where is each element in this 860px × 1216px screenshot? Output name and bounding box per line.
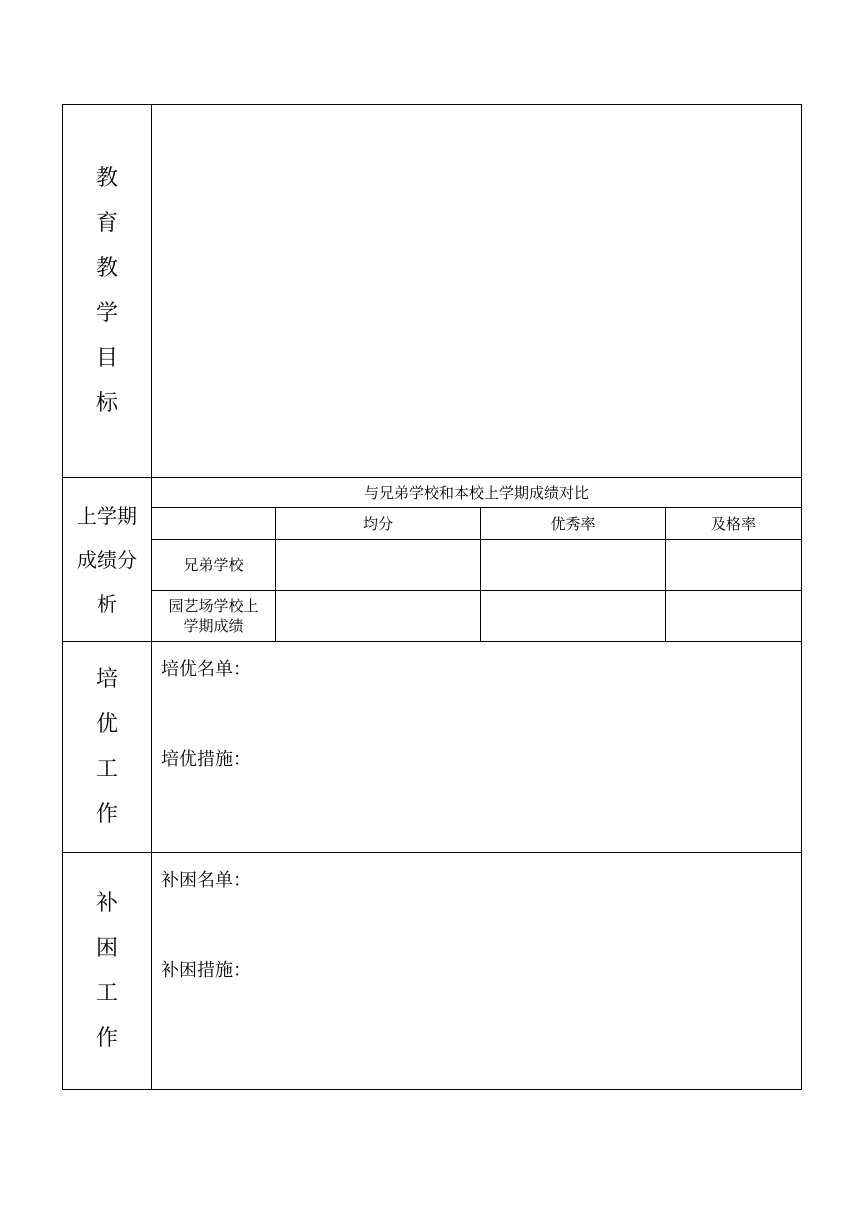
top-students-row xyxy=(63,641,801,852)
help-students-label-cell xyxy=(63,853,152,1089)
top-students-measures-label: 培优措施： xyxy=(161,749,251,770)
goal-label-char: 目 xyxy=(95,346,118,371)
analysis-label-line: 析 xyxy=(97,591,117,616)
goal-label-char: 教 xyxy=(95,256,118,281)
header-cell-empty xyxy=(152,508,275,539)
analysis-row xyxy=(63,477,801,641)
header-cell-excellent-rate: 优秀率 xyxy=(480,508,665,539)
analysis-label-line: 成绩分 xyxy=(77,547,137,572)
top-students-list-label: 培优名单： xyxy=(161,659,251,680)
goal-label-char: 教 xyxy=(95,166,118,191)
row-name-cell: 兄弟学校 xyxy=(152,539,275,590)
help-students-label xyxy=(96,881,118,1061)
help-students-content-cell[interactable] xyxy=(152,853,801,1089)
header-cell-pass-rate: 及格率 xyxy=(665,508,801,539)
goal-label xyxy=(96,156,118,426)
goal-label-cell xyxy=(63,105,152,477)
goal-label-char: 学 xyxy=(95,301,118,326)
header-cell-average: 均分 xyxy=(275,508,480,539)
goal-row xyxy=(63,105,801,477)
help-students-list-label: 补困名单： xyxy=(161,870,251,891)
top-students-label xyxy=(96,657,118,837)
analysis-label-cell xyxy=(63,478,152,641)
comparison-table xyxy=(152,478,801,641)
top-students-label-char: 优 xyxy=(95,712,118,737)
average-value-cell[interactable] xyxy=(275,539,480,590)
plan-form-table xyxy=(62,104,802,1090)
help-students-label-char: 补 xyxy=(95,891,118,916)
top-students-label-char: 工 xyxy=(95,757,118,782)
analysis-label xyxy=(63,494,151,626)
top-students-label-cell xyxy=(63,642,152,852)
comparison-table-title: 与兄弟学校和本校上学期成绩对比 xyxy=(152,478,801,508)
analysis-label-line: 上学期 xyxy=(77,503,137,528)
help-students-label-char: 工 xyxy=(95,981,118,1006)
average-value-cell[interactable] xyxy=(275,590,480,641)
pass-rate-value-cell[interactable] xyxy=(665,590,801,641)
help-students-label-char: 作 xyxy=(95,1026,118,1051)
goal-label-char: 标 xyxy=(95,391,118,416)
analysis-content-cell xyxy=(152,478,801,641)
top-students-label-char: 作 xyxy=(95,802,118,827)
goal-content-cell[interactable] xyxy=(152,105,801,477)
top-students-content-cell[interactable] xyxy=(152,642,801,852)
help-students-row xyxy=(63,852,801,1089)
help-students-label-char: 困 xyxy=(95,936,118,961)
row-name-cell: 园艺场学校上学期成绩 xyxy=(152,590,275,641)
goal-label-char: 育 xyxy=(95,211,118,236)
pass-rate-value-cell[interactable] xyxy=(665,539,801,590)
help-students-measures-label: 补困措施： xyxy=(161,960,251,981)
top-students-label-char: 培 xyxy=(95,667,118,692)
excellent-rate-value-cell[interactable] xyxy=(480,539,665,590)
excellent-rate-value-cell[interactable] xyxy=(480,590,665,641)
